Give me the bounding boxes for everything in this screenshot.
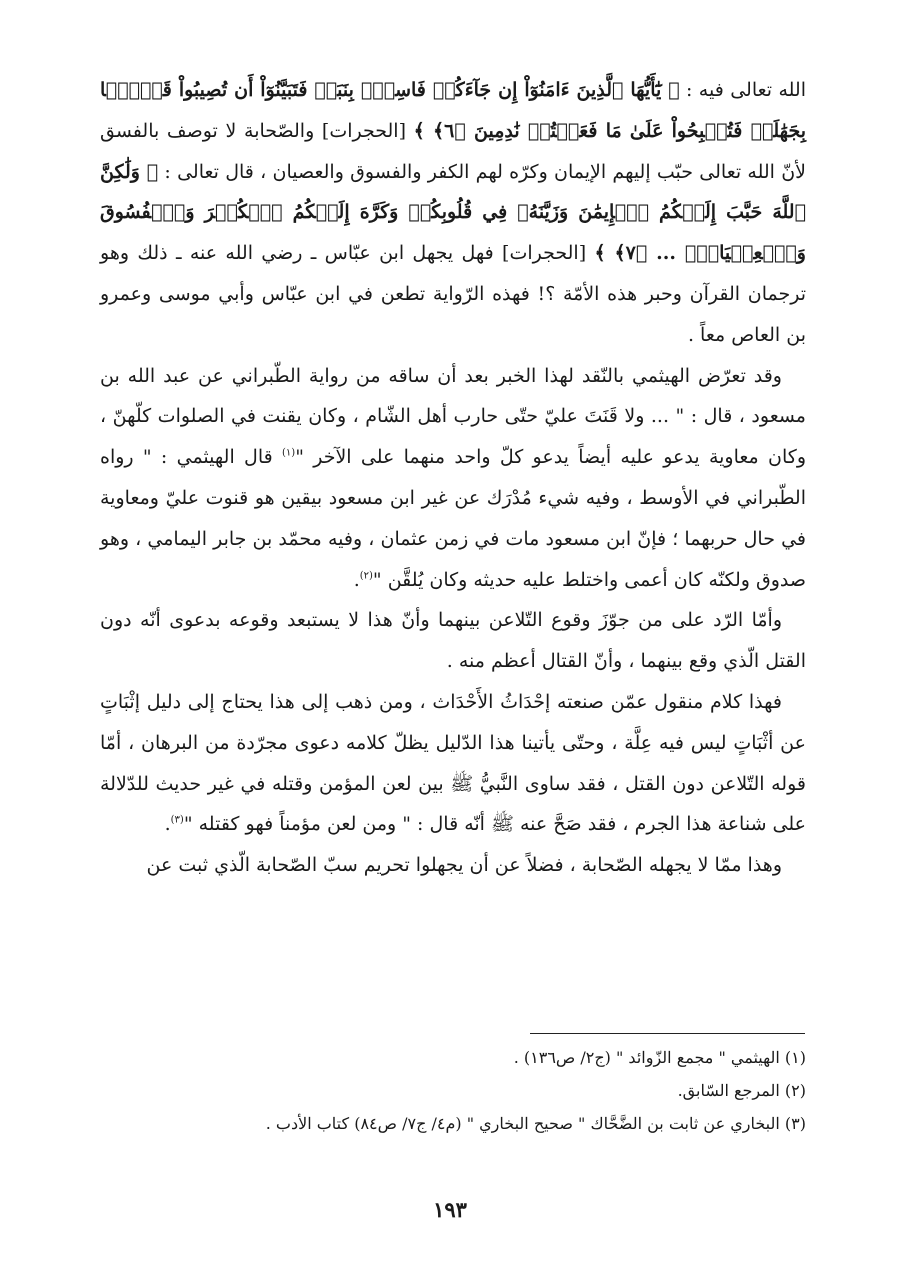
paragraph bbox=[100, 356, 806, 601]
footnotes bbox=[100, 1041, 806, 1140]
footnote: (٣) البخاري عن ثابت بن الضَّحَّاك " صحيح البخاري " (م٤/ ج٧/ ص٨٤) كتاب الأدب . bbox=[265, 1114, 806, 1133]
paragraph-text: وهذا ممّا لا يجهله الصّحابة ، فضلاً عن أن يجهلوا تحريم سبّ الصّحابة الّذي ثبت عن bbox=[146, 854, 782, 877]
paragraph-text: . bbox=[353, 568, 360, 591]
paragraph-text: . bbox=[164, 813, 171, 836]
paragraph bbox=[100, 845, 806, 886]
paragraph bbox=[100, 682, 806, 845]
paragraph-text: وقد تعرّض الهيثمي بالنّقد لهذا الخبر بعد أن ساقه من رواية الطّبراني عن عبد الله بن مسعود ، قال : " ... ولا قَنَتَ عليّ حتّى حارب أهل الشّام ، وكان يقنت في الصلوات كلّهنّ ، وكان معاوية يدعو عليه أيضاً يدعو كلّ واحد منهما على الآخر " bbox=[100, 364, 806, 469]
paragraph bbox=[100, 70, 806, 356]
paragraph-text: الله تعالى فيه : bbox=[679, 79, 806, 101]
paragraph-text: قال الهيثمي : " رواه الطّبراني في الأوسط ، وفيه شيء مُدْرَك عن غير ابن مسعود بيقين هو قنوت عليّ ومعاوية في حال حربهما ؛ فإنّ ابن مسعود مات في زمن عثمان ، وفيه محمّد بن جابر اليمامي ، وهو صدوق ولكنّه كان أعمى واختلط عليه حديثه وكان يُلقَّن " bbox=[100, 446, 806, 591]
quran-verse: ﴿ وَلَٰكِنَّ ٱللَّهَ حَبَّبَ إِلَيۡكُمُ ٱلۡإِيمَٰنَ وَزَيَّنَهُۥ فِي قُلُوبِكُمۡ وَكَرَّهَ إِلَيۡكُمُ ٱلۡكُفۡرَ وَٱلۡفُسُوقَ وَٱلۡعِصۡيَانَۚ ... ﴿٧﴾ ﴾ bbox=[100, 160, 806, 265]
paragraph-text: [الحجرات] فهل يجهل ابن عبّاس ـ رضي الله عنه ـ ذلك وهو ترجمان القرآن وحبر هذه الأمّة ؟! فهذه الرّواية تطعن في ابن عبّاس وأبي موسى وعمرو بن العاص معاً . bbox=[100, 242, 806, 346]
footnote-reference: (٢) bbox=[359, 570, 373, 582]
footnote: (٢) المرجع السّابق. bbox=[677, 1081, 806, 1100]
footnote-reference: (٣) bbox=[170, 815, 184, 827]
page-number: ١٩٣ bbox=[433, 1197, 467, 1222]
quran-verse: ﴿ يَٰٓأَيُّهَا ٱلَّذِينَ ءَامَنُوٓاْ إِن جَآءَكُمۡ فَاسِقُۢ بِنَبَإٖ فَتَبَيَّنُوٓاْ أَن تُصِيبُواْ قَوۡمَۢا بِجَهَٰلَةٖ فَتُصۡبِحُواْ عَلَىٰ مَا فَعَلۡتُمۡ نَٰدِمِينَ ﴿٦﴾ ﴾ bbox=[100, 79, 806, 142]
paragraph-text: وأمّا الرّد على من جوّزَ وقوع التّلاعن بينهما وأنّ هذا لا يستبعد وقوعه بدعوى أنّه دون القتل الّذي وقع بينهما ، وأنّ القتال أعظم منه . bbox=[100, 609, 806, 673]
footnote: (١) الهيثمي " مجمع الزّوائد " (ج٢/ ص١٣٦) . bbox=[513, 1048, 806, 1067]
footnote-divider bbox=[530, 1033, 805, 1034]
paragraph bbox=[100, 600, 806, 682]
main-text-body bbox=[100, 70, 806, 886]
paragraph-text: فهذا كلام منقول عمّن صنعته إحْدَاثُ الأَحْدَاث ، ومن ذهب إلى هذا يحتاج إلى دليل إثْبَاتٍ عن أثْبَاتٍ ليس فيه عِلَّة ، وحتّى يأتينا هذا الدّليل يظلّ كلامه دعوى مجرّدة من البرهان ، أمّا قوله التّلاعن دون القتل ، فقد ساوى النَّبيُّ ﷺ بين لعن المؤمن وقتله في غير حديث للدّلالة على شناعة هذا الجرم ، فقد صَحَّ عنه ﷺ أنّه قال : " ومن لعن مؤمناً فهو كقتله " bbox=[100, 690, 806, 836]
footnote-reference: (١) bbox=[282, 447, 296, 459]
paragraph-text: [الحجرات] والصّحابة لا توصف بالفسق لأنّ الله تعالى حبّب إليهم الإيمان وكرّه لهم الكفر والفسوق والعصيان ، قال تعالى : bbox=[100, 119, 806, 183]
